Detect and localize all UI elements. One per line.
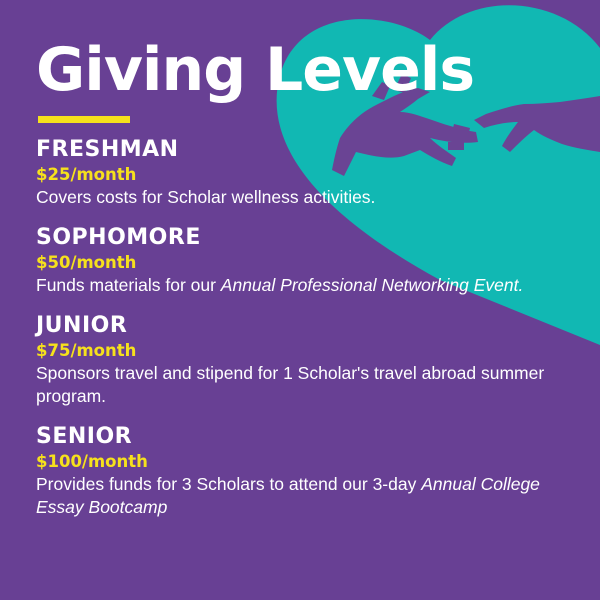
level-senior [36,424,576,519]
level-freshman [36,137,576,209]
title-underline [38,116,130,123]
level-price: $75/month [36,341,137,360]
level-name: SOPHOMORE [36,225,201,250]
level-name: FRESHMAN [36,137,179,162]
level-description: Provides funds for 3 Scholars to attend our 3-day Annual College Essay Bootcamp [36,474,540,517]
page-title: Giving Levels [36,35,475,105]
level-name: JUNIOR [36,313,128,338]
level-description: Funds materials for our Annual Professional Networking Event. [36,275,524,295]
level-description: Sponsors travel and stipend for 1 Scholar's travel abroad summer program. [36,363,545,406]
level-name: SENIOR [36,424,133,449]
level-sophomore [36,225,576,297]
level-price: $50/month [36,253,137,272]
level-description: Covers costs for Scholar wellness activities. [36,187,376,207]
level-junior [36,313,576,408]
level-price: $100/month [36,452,148,471]
level-price: $25/month [36,165,137,184]
giving-levels-list [36,137,576,535]
